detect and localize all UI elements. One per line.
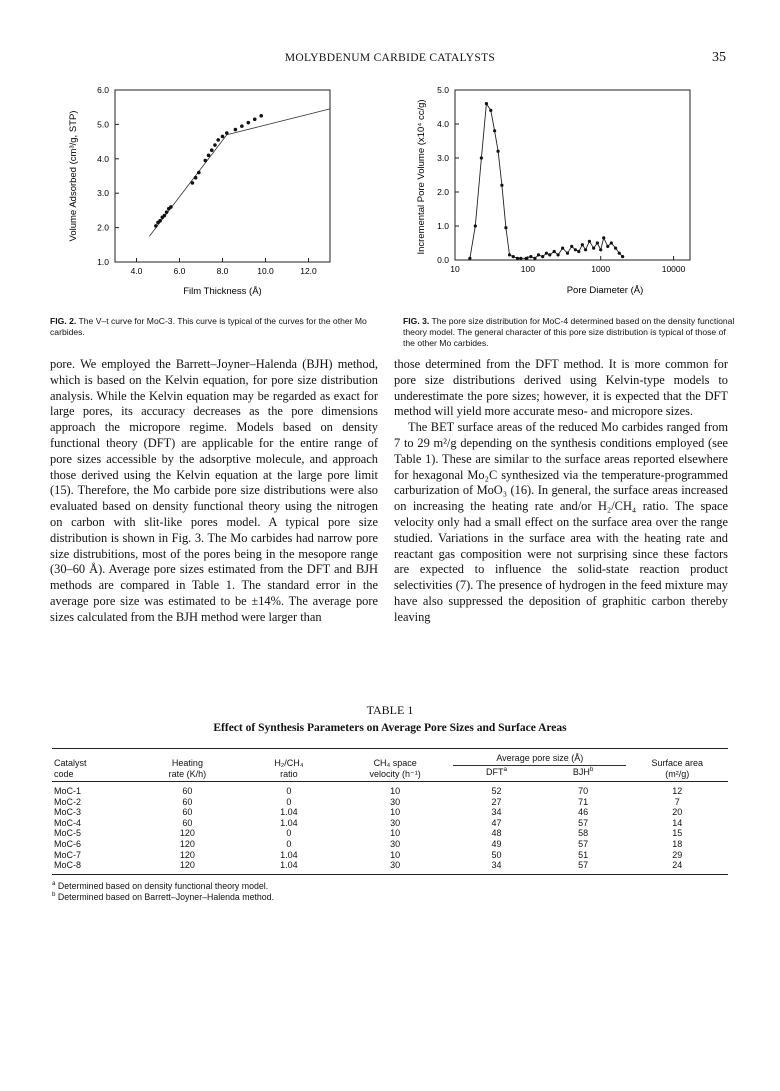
x-tick-label: 10: [450, 264, 460, 274]
fig2-caption-label: FIG. 2.: [50, 316, 77, 326]
table-cell: 46: [578, 807, 589, 818]
data-point: [194, 176, 198, 180]
x-tick-label: 4.0: [130, 266, 143, 276]
data-point: [468, 257, 471, 260]
table-cell: 0: [286, 786, 292, 796]
body-paragraph: pore. We employed the Barrett–Joyner–Halenda (BJH) method, which is based on the Kelvin equation, for pore size distribution analysis. While the Kelvin equation may be regarded as exact for large pores, its accuracy decreases as the pore dimensions approach the micropore regime. Models based on density functional theory (DFT) are applicable for the entire range of pore sizes accessible by the adsorptive molecule, and approach those derived using the Kelvin equation at the large pore limit (15). Therefore, the Mo carbide pore size distributions were also evaluated based on density functional theory using the nitrogen on carbon with slit-like pores model. A typical pore size distribution is shown in Fig. 3. The Mo carbides had narrow pore size distrubitions, most of the pores being in the mesopore range (30–60 Å). Average pore sizes estimated from the DFT and BJH methods are compared in Table 1. The standard error in the average pore size was estimated to be ±14%. The average pore sizes calculated from the BJH method were larger than: [50, 357, 378, 624]
data-point: [485, 102, 488, 105]
table-cell: 27: [491, 796, 502, 807]
data-point: [529, 255, 532, 258]
data-point: [577, 250, 580, 253]
y-axis-label: Incremental Pore Volume (x10⁴ cc/g): [416, 99, 427, 255]
table-cell: MoC-5: [54, 828, 82, 839]
table-cell: 49: [491, 838, 502, 849]
col-header-pore-size-group: Average pore size (Å): [453, 749, 626, 766]
table-cell: 48: [491, 828, 502, 839]
data-point: [592, 247, 595, 250]
table-footnote: [52, 892, 728, 903]
table-cell: 1.04: [280, 849, 298, 860]
data-point: [541, 255, 544, 258]
data-point: [516, 257, 519, 260]
header-text: Heating: [171, 758, 203, 768]
header-text: rate (K/h): [168, 769, 207, 779]
table-cell: 0: [286, 838, 292, 849]
header-text: (m²/g): [665, 769, 690, 779]
data-point: [493, 129, 496, 132]
data-point: [570, 245, 573, 248]
header-text: H₂/CH₄: [274, 758, 304, 768]
table-cell: MoC-2: [54, 796, 82, 807]
data-point: [474, 224, 477, 227]
x-axis-label: Film Thickness (Å): [183, 286, 262, 297]
data-point: [191, 181, 195, 185]
table-cell: 1.04: [280, 860, 298, 871]
col-header-ratio: [241, 749, 338, 782]
table-cell: 60: [182, 786, 193, 796]
data-point: [480, 156, 483, 159]
table-cell: 47: [491, 817, 502, 828]
y-tick-label: 1.0: [437, 221, 449, 231]
figure-3: [405, 72, 735, 312]
table-cell: 14: [672, 817, 683, 828]
footnote-text: Determined based on density functional theory model.: [55, 880, 269, 891]
body-right-column: [394, 357, 728, 626]
y-axis-label: Volume Adsorbed (cm³/g, STP): [68, 110, 79, 242]
table-cell: MoC-4: [54, 817, 82, 828]
fig2-plot: [50, 72, 350, 312]
footnote-text: Determined based on Barrett–Joyner–Halenda method.: [55, 891, 275, 902]
data-point: [574, 248, 577, 251]
table-cell: 30: [390, 838, 401, 849]
fig3-caption-text: The pore size distribution for MoC-4 determined based on the density functional theory model. The general character of this pore size distribution is typical of those of the other Mo carbides.: [403, 316, 735, 348]
header-text: code: [54, 769, 74, 779]
table-cell: 0: [286, 828, 292, 839]
table-cell: 15: [672, 828, 683, 839]
table-cell: 120: [179, 838, 195, 849]
figure-2: [50, 72, 350, 312]
data-point: [610, 241, 613, 244]
table-footnotes: [52, 881, 728, 903]
y-tick-label: 2.0: [97, 222, 109, 233]
header-text: CH₄ space: [373, 758, 417, 768]
data-point: [519, 257, 522, 260]
table-cell: 52: [491, 786, 502, 796]
y-tick-label: 5.0: [437, 85, 449, 95]
data-point: [154, 224, 158, 228]
plot-frame: [455, 90, 690, 260]
header-text: Surface area: [651, 758, 703, 768]
data-point: [588, 240, 591, 243]
table-cell: 10: [390, 807, 401, 818]
table-row: [52, 786, 728, 797]
header-text: Catalyst: [54, 758, 87, 768]
header-text: BJH: [572, 767, 590, 777]
y-tick-label: 1.0: [97, 257, 109, 267]
data-point: [253, 117, 257, 121]
footnote-mark: b: [589, 766, 594, 773]
data-point: [584, 248, 587, 251]
data-point: [221, 135, 225, 139]
x-tick-label: 10.0: [257, 266, 274, 276]
table-cell: 60: [182, 817, 193, 828]
data-point: [234, 128, 238, 132]
table-cell: 18: [672, 838, 683, 849]
fit-line: [227, 109, 330, 135]
table-cell: 30: [390, 860, 401, 871]
table-cell: 34: [491, 807, 502, 818]
table-row: [52, 839, 728, 850]
table-cell: 57: [578, 838, 589, 849]
data-point: [581, 243, 584, 246]
table-cell: 120: [179, 849, 195, 860]
data-point: [210, 148, 214, 152]
plot-frame: [115, 90, 330, 262]
data-table: [52, 748, 728, 871]
table-cell: 1.04: [280, 807, 298, 818]
table-row: [52, 797, 728, 808]
fig2-caption: [50, 316, 380, 338]
table-container: [52, 748, 728, 903]
data-point: [533, 257, 536, 260]
y-tick-label: 4.0: [97, 153, 109, 164]
data-point: [614, 247, 617, 250]
data-point: [599, 248, 602, 251]
table-cell: 1.04: [280, 817, 298, 828]
data-point: [216, 138, 220, 142]
table-cell: 24: [672, 860, 683, 871]
table-cell: 60: [182, 807, 193, 818]
x-tick-label: 10000: [661, 264, 686, 274]
data-point: [606, 245, 609, 248]
footnote-mark: a: [52, 879, 56, 887]
table-cell: 0: [286, 796, 292, 807]
x-axis-label: Pore Diameter (Å): [566, 285, 644, 296]
page-number: 35: [712, 50, 726, 65]
table-cell: 57: [578, 860, 589, 871]
col-header-space-velocity: [337, 749, 453, 782]
data-point: [553, 250, 556, 253]
data-point: [596, 241, 599, 244]
header-text: DFT: [485, 767, 504, 777]
col-header-heating-rate: [134, 749, 240, 782]
table-cell: 120: [179, 828, 195, 839]
x-tick-label: 1000: [591, 264, 611, 274]
table-cell: 10: [390, 786, 401, 796]
fig3-plot: [405, 72, 735, 312]
table-label: TABLE 1: [366, 703, 414, 717]
data-series-line: [470, 104, 623, 259]
table-cell: 34: [491, 860, 502, 871]
data-point: [537, 253, 540, 256]
footnote-mark: a: [503, 766, 507, 773]
table-row: [52, 807, 728, 818]
table-cell: 60: [182, 796, 193, 807]
data-point: [496, 150, 499, 153]
y-tick-label: 3.0: [97, 188, 109, 199]
data-point: [548, 253, 551, 256]
data-point: [204, 159, 208, 163]
table-cell: MoC-3: [54, 807, 82, 818]
y-tick-label: 2.0: [437, 187, 449, 197]
table-cell: 10: [390, 828, 401, 839]
col-header-bjh: [540, 766, 627, 782]
table-cell: 58: [578, 828, 589, 839]
x-tick-label: 6.0: [173, 266, 186, 276]
data-point: [561, 247, 564, 250]
data-point: [247, 121, 251, 125]
table-bottom-rule: [52, 874, 728, 875]
table-title: Effect of Synthesis Parameters on Average Pore Sizes and Surface Areas: [213, 722, 567, 734]
table-cell: MoC-7: [54, 849, 82, 860]
y-tick-label: 6.0: [97, 85, 109, 95]
data-point: [508, 253, 511, 256]
y-tick-label: 4.0: [437, 119, 449, 129]
table-cell: 29: [672, 849, 683, 860]
header-text: velocity (h⁻¹): [369, 769, 421, 779]
data-point: [621, 255, 624, 258]
x-tick-label: 12.0: [300, 266, 317, 276]
table-cell: 30: [390, 796, 401, 807]
table-cell: MoC-6: [54, 838, 82, 849]
x-tick-label: 8.0: [216, 266, 229, 276]
body-paragraph: The BET surface areas of the reduced Mo carbides ranged from 7 to 29 m²/g depending on the synthesis conditions employed (see Table 1). These are similar to the surface areas reported elsewhere for hexagonal Mo₂C synthesized via the temperature-programmed carburization of MoO₃ (16). In general, the surface areas increased on increasing the heating rate and/or H₂/CH₄ ratio. The space velocity only had a small effect on the surface area over the range studied. Variations in the surface area with the heating rate and reactant gas composition were not surprising since these factors are expected to influence the solid-state reaction product selectivities (7). The presence of hydrogen in the feed mixture may have also suppressed the deposition of graphitic carbon thereby leaving: [394, 420, 728, 624]
data-point: [489, 109, 492, 112]
table-cell: MoC-8: [54, 860, 82, 871]
table-cell: 120: [179, 860, 195, 871]
table-footnote: [52, 881, 728, 892]
table-cell: 7: [674, 796, 680, 807]
body-paragraph: those determined from the DFT method. It is more common for pore size distributions derived using Kelvin-type models to underestimate the pore sizes; however, it is expected that the DFT method will yield more accurate meso- and micropore sizes.: [394, 357, 728, 419]
body-left-column: [50, 357, 378, 626]
col-header-catalyst: [52, 749, 134, 782]
col-header-surface-area: [626, 749, 728, 782]
table-cell: MoC-1: [54, 786, 82, 796]
y-tick-label: 5.0: [97, 119, 109, 130]
data-point: [618, 252, 621, 255]
data-point: [213, 143, 217, 147]
y-tick-label: 3.0: [437, 153, 449, 163]
table-cell: 51: [578, 849, 589, 860]
data-point: [512, 255, 515, 258]
header-text: ratio: [280, 769, 298, 779]
table-cell: 10: [390, 849, 401, 860]
data-point: [158, 219, 162, 223]
data-point: [169, 205, 173, 209]
data-point: [500, 184, 503, 187]
fig3-caption-label: FIG. 3.: [403, 316, 430, 326]
fig3-caption: [403, 316, 738, 349]
y-tick-label: 0.0: [437, 255, 449, 265]
data-point: [556, 253, 559, 256]
table-cell: 57: [578, 817, 589, 828]
table-cell: 70: [578, 786, 589, 796]
x-tick-label: 100: [520, 264, 535, 274]
table-row: [52, 828, 728, 839]
table-cell: 30: [390, 817, 401, 828]
table-cell: 71: [578, 796, 589, 807]
table-cell: 20: [672, 807, 683, 818]
data-point: [240, 124, 244, 128]
data-point: [259, 114, 263, 118]
data-point: [197, 171, 201, 175]
table-row: [52, 818, 728, 829]
data-point: [165, 210, 169, 214]
data-point: [163, 214, 167, 218]
data-point: [566, 252, 569, 255]
running-title: MOLYBDENUM CARBIDE CATALYSTS: [284, 52, 496, 64]
table-cell: 50: [491, 849, 502, 860]
col-header-dft: [453, 766, 540, 782]
table-row: [52, 860, 728, 871]
fig2-caption-text: The V–t curve for MoC-3. This curve is typical of the curves for the other Mo carbides.: [50, 316, 367, 337]
data-point: [545, 252, 548, 255]
data-point: [525, 257, 528, 260]
table-row: [52, 850, 728, 861]
data-point: [207, 154, 211, 158]
footnote-mark: b: [52, 890, 56, 898]
table-cell: 12: [672, 786, 683, 796]
data-point: [602, 236, 605, 239]
data-point: [504, 226, 507, 229]
data-point: [225, 131, 229, 135]
